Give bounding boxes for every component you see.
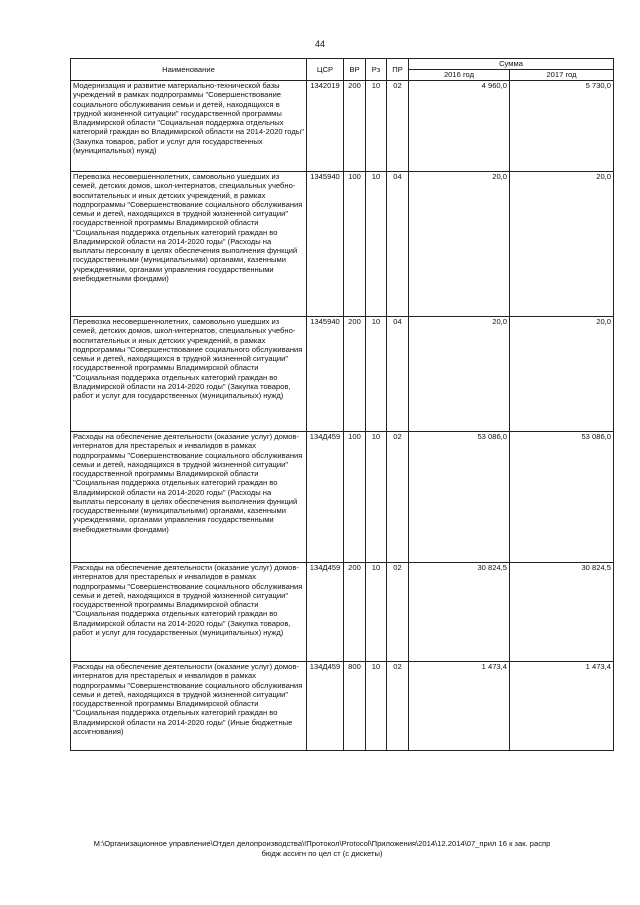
row-sum-2016: 1 473,4 xyxy=(409,662,510,751)
row-pr: 04 xyxy=(387,317,409,432)
footer-path-line: M:\Организационное управление\Отдел делопроизводства\!Протокол\Protocol\Приложения\2014\12.2014\07_прил 16 к зак. распр xyxy=(93,839,551,848)
row-csr: 134Д459 xyxy=(307,662,344,751)
row-csr: 134Д459 xyxy=(307,432,344,563)
row-sum-2016: 53 086,0 xyxy=(409,432,510,563)
table-row xyxy=(71,432,614,563)
row-rz: 10 xyxy=(366,317,387,432)
row-sum-2016: 20,0 xyxy=(409,317,510,432)
row-sum-2016: 30 824,5 xyxy=(409,563,510,662)
row-name: Расходы на обеспечение деятельности (оказание услуг) домов-интернатов для престарелых и инвалидов в рамках подпрограммы "Совершенствование социального обслуживания семьи и детей, находящихся в трудной жизненной ситуации" государственной программы Владимирской области "Социальная поддержка отдельных категорий граждан во Владимирской области на 2014-2020 годы" (Закупка товаров, работ и услуг для государственных (муниципальных) нужд) xyxy=(71,563,307,662)
table-header xyxy=(71,59,614,81)
header-csr: ЦСР xyxy=(307,59,344,81)
row-vr: 800 xyxy=(344,662,366,751)
header-year-2016: 2016 год xyxy=(409,70,510,81)
row-csr: 1342019 xyxy=(307,81,344,172)
row-sum-2016: 20,0 xyxy=(409,172,510,317)
row-csr: 134Д459 xyxy=(307,563,344,662)
row-rz: 10 xyxy=(366,563,387,662)
table-row xyxy=(71,172,614,317)
row-name: Расходы на обеспечение деятельности (оказание услуг) домов-интернатов для престарелых и инвалидов в рамках подпрограммы "Совершенствование социального обслуживания семьи и детей, находящихся в трудной жизненной ситуации" государственной программы Владимирской области "Социальная поддержка отдельных категорий граждан во Владимирской области на 2014-2020 годы" (Расходы на выплаты персоналу в целях обеспечения выполнения функций государственными (муниципальными) органами, казенными учреждениями, органами управления государственными внебюджетными фондами) xyxy=(71,432,307,563)
row-vr: 200 xyxy=(344,81,366,172)
row-pr: 02 xyxy=(387,563,409,662)
header-rz: Рз xyxy=(366,59,387,81)
row-pr: 02 xyxy=(387,662,409,751)
row-sum-2017: 20,0 xyxy=(510,317,614,432)
row-sum-2017: 5 730,0 xyxy=(510,81,614,172)
page-number: 44 xyxy=(314,39,325,49)
row-csr: 1345940 xyxy=(307,317,344,432)
row-vr: 200 xyxy=(344,563,366,662)
footer-path-continuation: бюдж ассигн по цел ст (с дискеты) xyxy=(261,849,383,859)
row-pr: 04 xyxy=(387,172,409,317)
row-name: Расходы на обеспечение деятельности (оказание услуг) домов-интернатов для престарелых и инвалидов в рамках подпрограммы "Совершенствование социального обслуживания семьи и детей, находящихся в трудной жизненной ситуации" государственной программы Владимирской области "Социальная поддержка отдельных категорий граждан во Владимирской области на 2014-2020 годы" (Иные бюджетные ассигнования) xyxy=(71,662,307,751)
header-vr: ВР xyxy=(344,59,366,81)
row-rz: 10 xyxy=(366,432,387,563)
row-rz: 10 xyxy=(366,81,387,172)
table-row xyxy=(71,81,614,172)
row-rz: 10 xyxy=(366,662,387,751)
row-name: Перевозка несовершеннолетних, самовольно ушедших из семей, детских домов, школ-интернатов, специальных учебно-воспитательных и иных детских учреждений, в рамках подпрограммы "Совершенствование социального обслуживания семьи и детей, находящихся в трудной жизненной ситуации" государственной программы Владимирской области "Социальная поддержка отдельных категорий граждан во Владимирской области на 2014-2020 годы" (Закупка товаров, работ и услуг для государственных (муниципальных) нужд) xyxy=(71,317,307,432)
row-pr: 02 xyxy=(387,81,409,172)
row-sum-2017: 1 473,4 xyxy=(510,662,614,751)
row-name: Перевозка несовершеннолетних, самовольно ушедших из семей, детских домов, школ-интернатов, специальных учебно-воспитательных и иных детских учреждений, в рамках подпрограммы "Совершенствование социального обслуживания семьи и детей, находящихся в трудной жизненной ситуации" государственной программы Владимирской области "Социальная поддержка отдельных категорий граждан во Владимирской области на 2014-2020 годы" (Расходы на выплаты персоналу в целях обеспечения выполнения функций государственными (муниципальными) органами, казенными учреждениями, органами управления государственными внебюджетными фондами) xyxy=(71,172,307,317)
row-vr: 100 xyxy=(344,432,366,563)
row-name: Модернизация и развитие материально-технической базы учреждений в рамках подпрограммы "Совершенствование социального обслуживания семьи и детей, находящихся в трудной жизненной ситуации" государственной программы Владимирской области "Социальная поддержка отдельных категорий граждан во Владимирской области на 2014-2020 годы" (Закупка товаров, работ и услуг для государственных (муниципальных) нужд) xyxy=(71,81,307,172)
row-pr: 02 xyxy=(387,432,409,563)
header-pr: ПР xyxy=(387,59,409,81)
header-year-2017: 2017 год xyxy=(510,70,614,81)
row-csr: 1345940 xyxy=(307,172,344,317)
row-vr: 100 xyxy=(344,172,366,317)
row-sum-2016: 4 960,0 xyxy=(409,81,510,172)
header-sum: Сумма xyxy=(409,59,614,70)
table-row xyxy=(71,563,614,662)
budget-table xyxy=(70,58,614,751)
row-sum-2017: 53 086,0 xyxy=(510,432,614,563)
row-sum-2017: 20,0 xyxy=(510,172,614,317)
table-body xyxy=(71,81,614,751)
table-row xyxy=(71,662,614,751)
row-sum-2017: 30 824,5 xyxy=(510,563,614,662)
header-name: Наименование xyxy=(71,59,307,81)
row-rz: 10 xyxy=(366,172,387,317)
row-vr: 200 xyxy=(344,317,366,432)
table-row xyxy=(71,317,614,432)
file-path-footer xyxy=(62,839,582,860)
